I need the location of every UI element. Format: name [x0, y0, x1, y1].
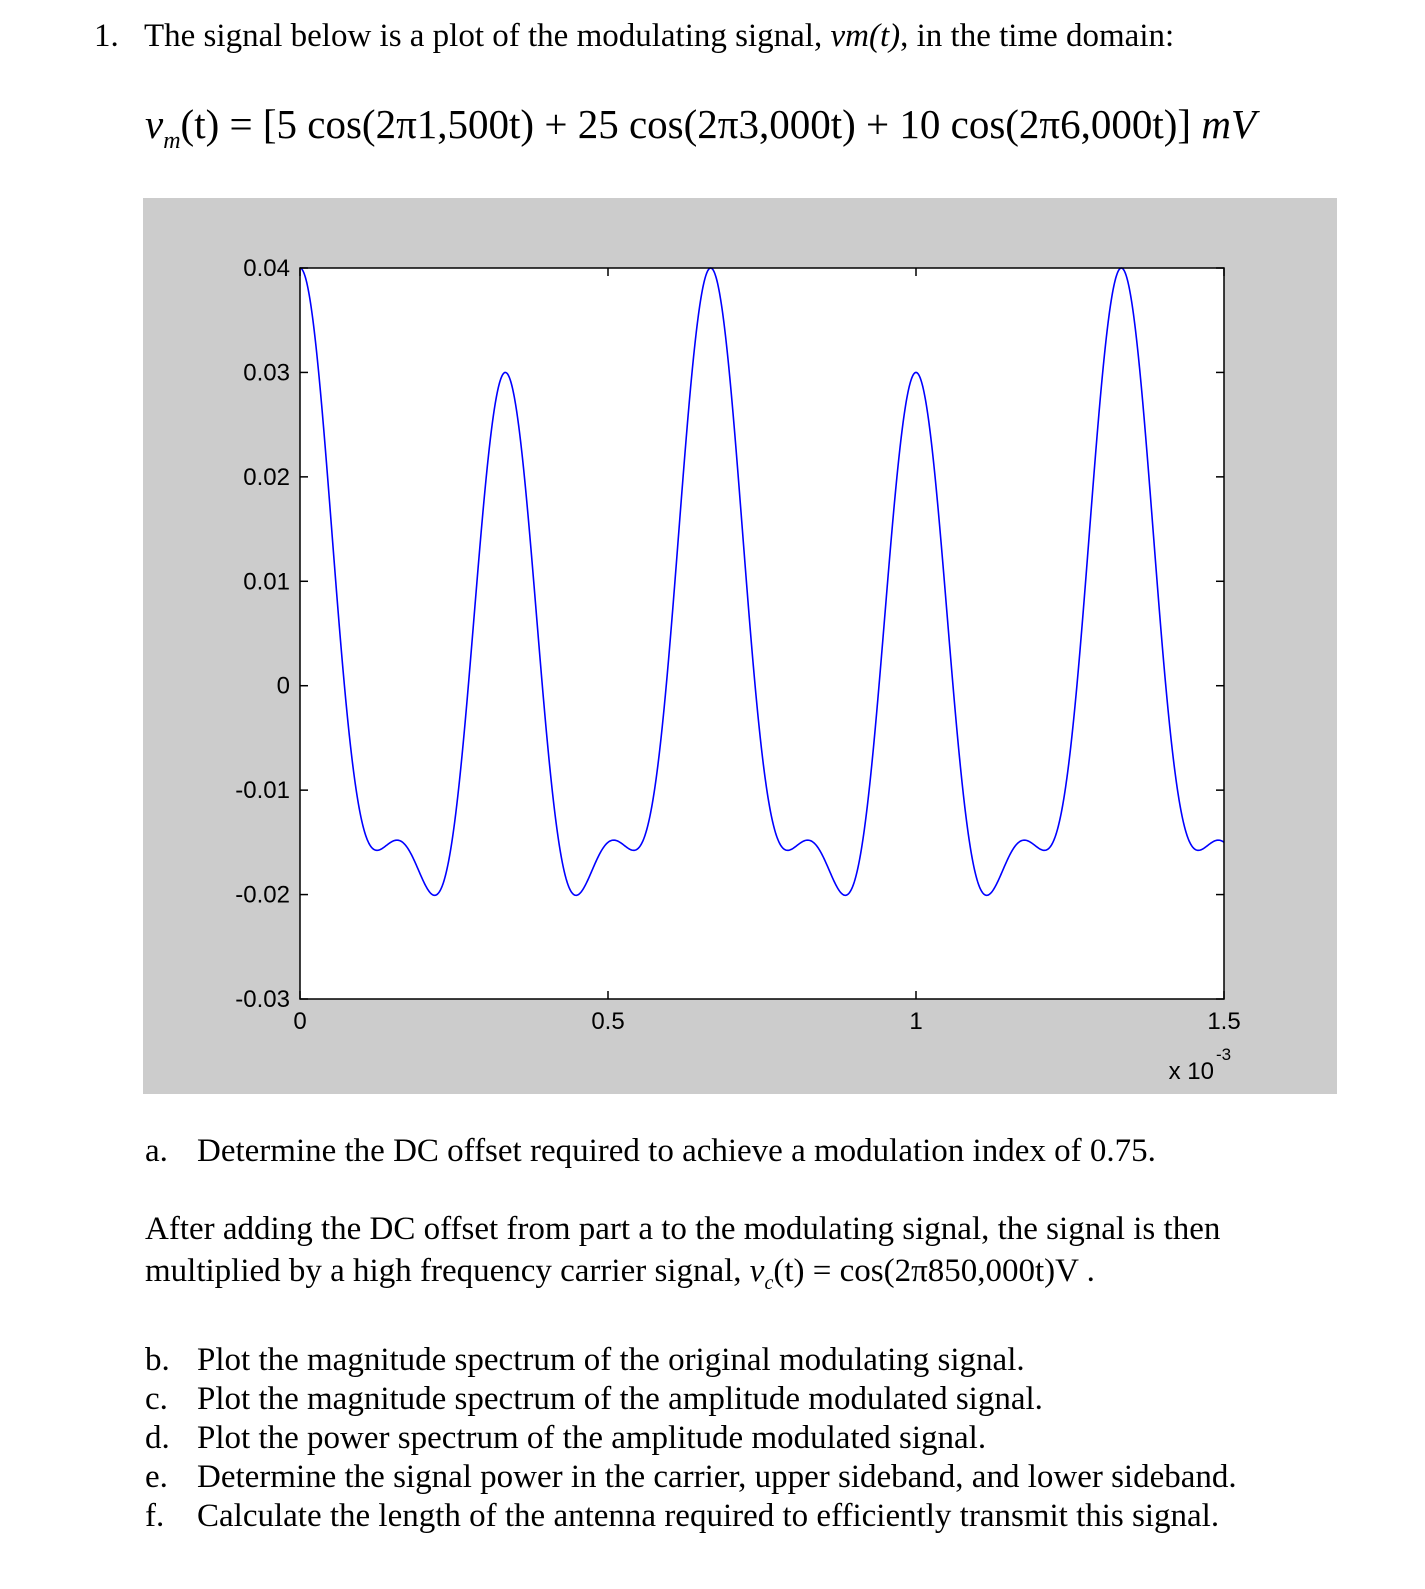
part-f — [145, 1498, 1219, 1535]
paragraph-line-1: After adding the DC offset from part a to the modulating signal, the signal is then — [145, 1211, 1221, 1247]
x-tick-label: 1 — [909, 1008, 923, 1035]
part-a-text: Determine the DC offset required to achieve a modulation index of 0.75. — [197, 1133, 1156, 1169]
question-line — [94, 18, 1174, 55]
x-tick-label: 0.5 — [591, 1008, 625, 1035]
part-e-label: e. — [145, 1459, 168, 1495]
part-e-text: Determine the signal power in the carrier, upper sideband, and lower sideband. — [197, 1459, 1237, 1495]
y-tick-label: 0.01 — [243, 568, 290, 596]
signal-plot — [143, 198, 1337, 1094]
y-tick-label: 0.02 — [243, 463, 290, 491]
y-tick-label: 0.04 — [243, 255, 290, 282]
part-d-label: d. — [145, 1420, 170, 1456]
x-tick-label: 0 — [293, 1008, 307, 1035]
plot-area — [300, 268, 1224, 999]
y-tick-label: -0.03 — [235, 986, 290, 1013]
paragraph-line-2 — [145, 1253, 1095, 1295]
x-multiplier-exponent: -3 — [1216, 1045, 1232, 1064]
plot-svg — [143, 198, 1337, 1094]
x-multiplier: x 10 — [1168, 1058, 1214, 1085]
y-tick-label: -0.02 — [235, 881, 290, 909]
y-tick-label: -0.01 — [235, 777, 290, 805]
part-a — [145, 1133, 1156, 1170]
question-symbol: vm(t) — [830, 18, 901, 54]
paragraph-line-2-prefix: multiplied by a high frequency carrier signal, — [145, 1253, 750, 1289]
carrier-var: v — [749, 1253, 765, 1289]
part-e — [145, 1459, 1237, 1496]
part-f-label: f. — [145, 1498, 165, 1534]
carrier-rhs: = cos(2π850,000t)V . — [804, 1253, 1095, 1289]
equation-arg: (t) — [180, 101, 220, 147]
y-tick-label: 0.03 — [243, 359, 290, 387]
part-b — [145, 1342, 1025, 1379]
part-d — [145, 1420, 986, 1457]
carrier-sub: c — [764, 1272, 774, 1294]
question-prefix: The signal below is a plot of the modulating signal, — [144, 18, 831, 54]
part-f-text: Calculate the length of the antenna required to efficiently transmit this signal. — [197, 1498, 1220, 1534]
signal-equation — [145, 100, 1256, 155]
part-c — [145, 1381, 1043, 1418]
part-c-label: c. — [145, 1381, 168, 1417]
carrier-arg: (t) — [773, 1253, 805, 1289]
x-tick-label: 1.5 — [1207, 1008, 1241, 1035]
equation-unit: mV — [1201, 101, 1256, 147]
question-number: 1. — [94, 18, 119, 54]
part-d-text: Plot the power spectrum of the amplitude modulated signal. — [197, 1420, 987, 1456]
part-b-text: Plot the magnitude spectrum of the original modulating signal. — [197, 1342, 1025, 1378]
equation-rhs: = [5 cos(2π1,500t) + 25 cos(2π3,000t) + 10 cos(2π6,000t)] — [219, 101, 1202, 147]
part-a-label: a. — [145, 1133, 168, 1169]
part-c-text: Plot the magnitude spectrum of the amplitude modulated signal. — [197, 1381, 1043, 1417]
equation-var: v — [145, 101, 164, 147]
equation-sub: m — [163, 128, 181, 154]
question-suffix: , in the time domain: — [900, 18, 1175, 54]
part-b-label: b. — [145, 1342, 170, 1378]
y-tick-label: 0 — [276, 672, 290, 700]
